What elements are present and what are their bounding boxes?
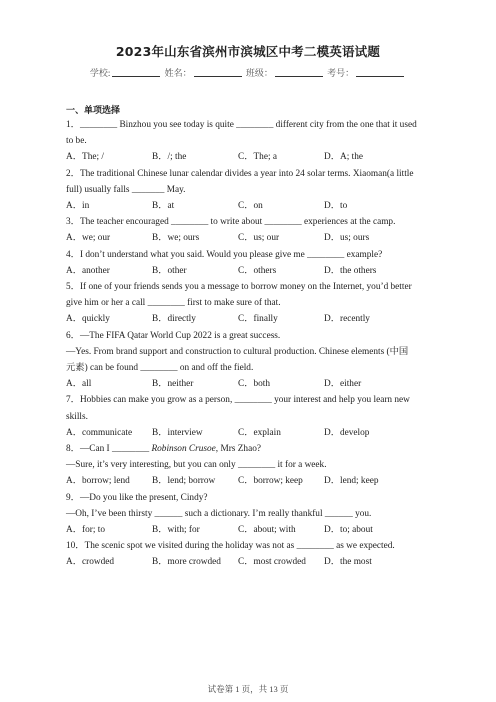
- question-6-line-3: 元素) can be found ________ on and off the field.: [66, 363, 254, 374]
- option-a: A．we; our: [66, 233, 111, 244]
- option-b: B．neither: [152, 379, 194, 390]
- option-d: D．to: [324, 201, 348, 212]
- option-a: A．for; to: [66, 525, 105, 536]
- school-label: 学校:: [89, 68, 111, 78]
- question-list: [66, 117, 422, 571]
- option-d: D．develop: [324, 427, 370, 438]
- exam-number-blank: [356, 68, 404, 77]
- question-1-line-2: to be.: [66, 136, 87, 147]
- student-info-line: [0, 66, 496, 79]
- question-7-line-2: skills.: [66, 411, 88, 422]
- question-1-options: [66, 149, 422, 165]
- question-8-line-2: —Sure, it’s very interesting, but you can only ________ it for a week.: [66, 460, 327, 471]
- option-c: C．on: [238, 201, 263, 212]
- question-3-line-1: 3．The teacher encouraged ________ to write about ________ experiences at the camp.: [66, 217, 396, 228]
- question-7-options: [66, 425, 422, 441]
- class-blank: [275, 68, 323, 77]
- option-d: D．A; the: [324, 152, 363, 163]
- option-b: B．directly: [152, 314, 196, 325]
- option-b: B．more crowded: [152, 557, 221, 568]
- question-7-line-1: 7．Hobbies can make you grow as a person, ________ your interest and help you learn new: [66, 395, 410, 406]
- option-a: A．all: [66, 379, 92, 390]
- question-4-options: [66, 263, 422, 279]
- exam-number-label: 考号：: [327, 68, 355, 78]
- option-b: B．/; the: [152, 152, 187, 163]
- question-5-line-1: 5．If one of your friends sends you a message to borrow money on the Internet, you’d better: [66, 282, 412, 293]
- question-1-line-1: 1．________ Binzhou you see today is quite ________ different city from the one that it used: [66, 120, 417, 130]
- option-a: A．in: [66, 201, 90, 212]
- name-label: 姓名：: [164, 68, 192, 78]
- page-footer: 试卷第 1 页，共 13 页: [207, 684, 289, 694]
- page-title: 2023年山东省滨州市滨城区中考二模英语试题: [115, 44, 381, 59]
- option-a: A．borrow; lend: [66, 476, 130, 487]
- option-d: D．the others: [324, 265, 377, 276]
- option-d: D．to; about: [324, 525, 373, 536]
- question-6-options: [66, 376, 422, 392]
- option-d: D．either: [324, 379, 362, 390]
- option-c: C．us; our: [238, 233, 280, 244]
- option-a: A．crowded: [66, 557, 115, 568]
- option-d: D．lend; keep: [324, 476, 379, 487]
- question-8-suffix: , Mrs Zhao?: [215, 444, 261, 455]
- question-2-line-2: full) usually falls _______ May.: [66, 184, 186, 195]
- option-d: D．the most: [324, 557, 372, 568]
- question-5-line-2: give him or her a call ________ first to make sure of that.: [66, 298, 281, 309]
- class-label: 班级：: [245, 68, 273, 78]
- option-b: B．other: [152, 265, 187, 276]
- question-2-line-1: 2．The traditional Chinese lunar calendar divides a year into 24 solar terms. Xiaoman(a little: [66, 168, 414, 179]
- option-b: B．we; ours: [152, 233, 200, 244]
- option-c: C．borrow; keep: [238, 476, 303, 487]
- question-9-line-1: 9．—Do you like the present, Cindy?: [66, 492, 208, 503]
- option-b: B．at: [152, 201, 175, 212]
- option-b: B．lend; borrow: [152, 476, 216, 487]
- book-title: Robinson Crusoe: [151, 444, 216, 455]
- option-d: D．us; ours: [324, 233, 370, 244]
- question-8-line-1: [66, 441, 422, 457]
- option-c: C．finally: [238, 314, 278, 325]
- option-a: A．quickly: [66, 314, 110, 325]
- question-5-options: [66, 311, 422, 327]
- option-c: C．both: [238, 379, 271, 390]
- question-8-prefix: 8．—Can I ________: [66, 444, 152, 455]
- question-8-options: [66, 473, 422, 489]
- option-c: C．most crowded: [238, 557, 306, 568]
- option-b: B．with; for: [152, 525, 200, 536]
- option-c: C．explain: [238, 427, 281, 438]
- question-3-options: [66, 230, 422, 246]
- option-c: C．about; with: [238, 525, 296, 536]
- option-b: B．interview: [152, 427, 203, 438]
- question-10-options: [66, 554, 422, 570]
- option-d: D．recently: [324, 314, 370, 325]
- option-a: A．communicate: [66, 427, 133, 438]
- section-heading: 一、单项选择: [66, 106, 121, 116]
- question-10-line-1: 10．The scenic spot we visited during the holiday was not as ________ as we expected.: [66, 541, 395, 552]
- question-6-line-2: —Yes. From brand support and construction to cultural production. Chinese elements (中国: [66, 346, 409, 357]
- question-4-line-1: 4．I don’t understand what you said. Would you please give me ________ example?: [66, 249, 383, 260]
- option-c: C．others: [238, 265, 277, 276]
- question-9-line-2: —Oh, I’ve been thirsty ______ such a dictionary. I’m really thankful ______ you.: [66, 508, 372, 519]
- school-blank: [112, 68, 160, 77]
- question-6-line-1: 6．—The FIFA Qatar World Cup 2022 is a great success.: [66, 330, 281, 341]
- option-a: A．The; /: [66, 152, 104, 163]
- question-9-options: [66, 522, 422, 538]
- option-a: A．another: [66, 265, 110, 276]
- option-c: C．The; a: [238, 152, 277, 163]
- name-blank: [194, 68, 242, 77]
- question-2-options: [66, 198, 422, 214]
